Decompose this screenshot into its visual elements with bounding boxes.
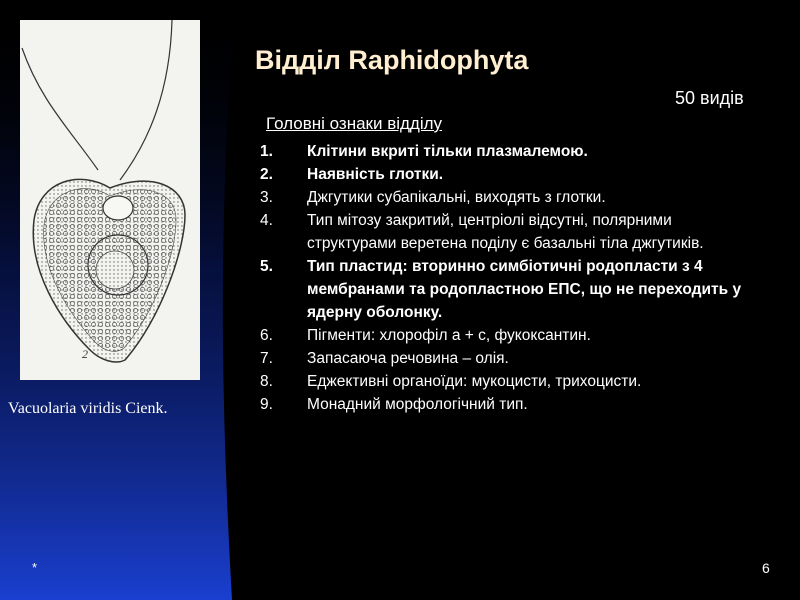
feature-text: Наявність глотки. (307, 166, 444, 183)
cell-illustration (20, 20, 200, 380)
figure-label: 2 (82, 347, 88, 361)
features-list (260, 140, 760, 416)
feature-text: Клітини вкриті тільки плазмалемою. (307, 143, 588, 160)
footer-mark: * (32, 560, 38, 575)
feature-item (260, 393, 760, 416)
feature-number: 1. (260, 143, 273, 160)
page-number: 6 (762, 560, 770, 576)
feature-number: 7. (260, 350, 273, 367)
feature-number: 6. (260, 327, 273, 344)
feature-item (260, 324, 760, 347)
feature-item (260, 163, 760, 186)
feature-text: Тип мітозу закритий, центріолі відсутні, полярними структурами веретена поділу є базальні тіла джгутиків. (307, 212, 704, 252)
slide-title: Відділ Raphidophyta (255, 45, 529, 75)
features-subheading: Головні ознаки відділу (266, 114, 443, 133)
feature-text: Монадний морфологічний тип. (307, 396, 528, 413)
feature-text: Запасаюча речовина – олія. (307, 350, 509, 367)
feature-text: Пігменти: хлорофіл а + с, фукоксантин. (307, 327, 591, 344)
feature-number: 4. (260, 212, 273, 229)
feature-text: Тип пластид: вторинно симбіотичні родопласти з 4 мембранами та родопластною ЕПС, що не переходить у ядерну оболонку. (307, 258, 742, 321)
feature-item (260, 209, 760, 255)
feature-item (260, 140, 760, 163)
illustration-caption: Vacuolaria viridis Cienk. (8, 400, 168, 417)
feature-item (260, 255, 760, 324)
feature-item (260, 186, 760, 209)
feature-item (260, 370, 760, 393)
feature-item (260, 347, 760, 370)
feature-number: 9. (260, 396, 273, 413)
feature-number: 3. (260, 189, 273, 206)
feature-number: 2. (260, 166, 273, 183)
feature-text: Джгутики субапікальні, виходять з глотки. (307, 189, 606, 206)
feature-number: 8. (260, 373, 273, 390)
feature-text: Еджективні органоїди: мукоцисти, трихоцисти. (307, 373, 642, 390)
feature-number: 5. (260, 258, 273, 275)
species-count: 50 видів (675, 88, 744, 108)
